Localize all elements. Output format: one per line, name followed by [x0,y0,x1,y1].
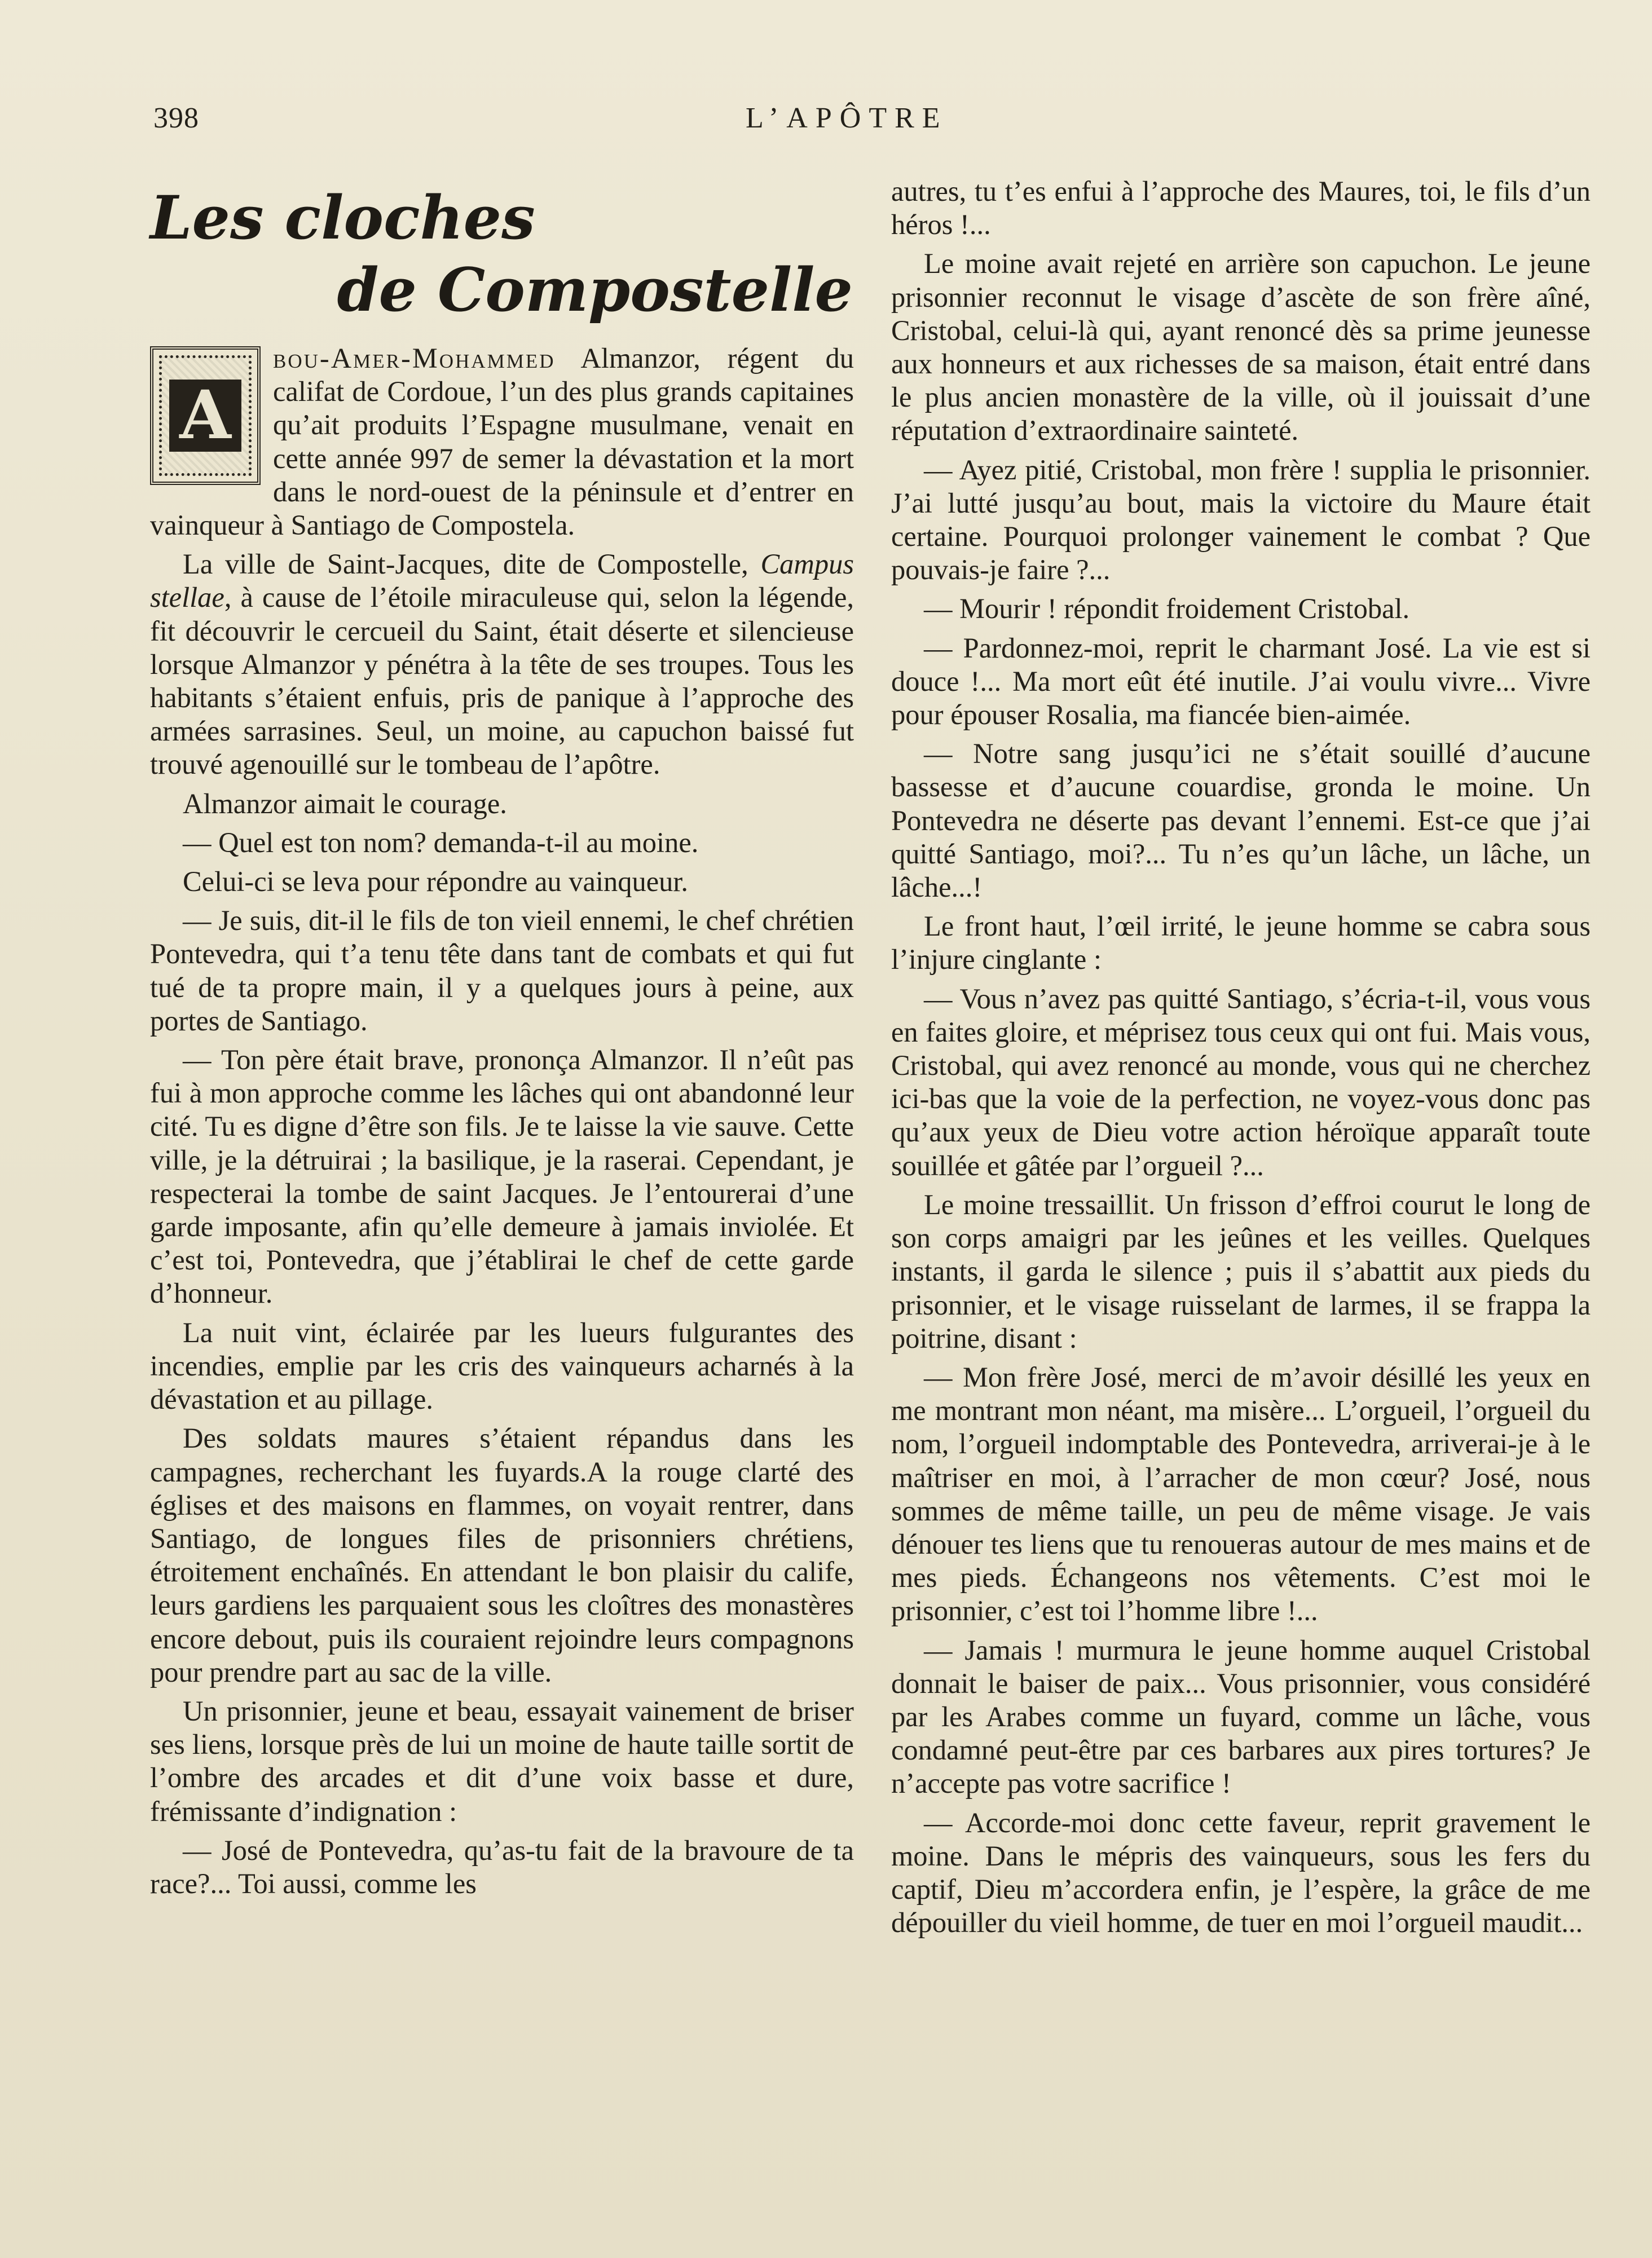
paragraph: — Accorde-moi donc cette faveur, reprit gravement le moine. Dans le mépris des vainqueurs, sous les fers du captif, Dieu m’accordera enfin, je l’espère, la grâce de me dépouiller du vieil homme, de tuer en moi l’orgueil maudit... [891,1806,1591,1939]
paragraph: — Notre sang jusqu’ici ne s’était souillé d’aucune bassesse et d’aucune couardise, gronda le moine. Un Pontevedra ne déserte pas devant l’ennemi. Est-ce que j’ai quitté Santiago, moi?... Tu n’es qu’un lâche, un lâche, un lâche...! [891,738,1591,903]
paragraph: — Je suis, dit-il le fils de ton vieil ennemi, le chef chrétien Pontevedra, qui t’a tenu tête dans tant de combats et qui fut tué de ta propre main, il y a quelques jours à peine, aux portes de Santiago. [150,905,854,1037]
left-column [150,175,854,1906]
page-number: 398 [153,102,199,134]
paragraph: Almanzor aimait le courage. [183,787,507,819]
opening-name: bou-Amer-Mohammed [273,342,556,374]
paragraph: — Jamais ! murmura le jeune homme auquel Cristobal donnait le baiser de paix... Vous prisonnier, vous considéré par les Arabes comme un fuyard, comme un lâche, vous condamné peut-être par ces barbares aux pires tortures? Je n’accepte pas votre sacrifice ! [891,1634,1591,1800]
paragraph-compostelle [150,548,854,781]
paragraph-text: , à cause de l’étoile miraculeuse qui, selon la légende, fit découvrir le cercueil du Saint, était déserte et silencieuse lorsque Almanzor y pénétra à la tête de ses troupes. Tous les habitants s’étaient enfuis, pris de panique à l’approche des armées sarrasines. Seul, un moine, au capuchon baissé fut trouvé agenouillé sur le tombeau de l’apôtre. [150,581,854,780]
running-header [153,102,1592,152]
title-line-1: Les cloches [150,182,535,253]
paragraph: — Pardonnez-moi, reprit le charmant José. La vie est si douce !... Ma mort eût été inutile. J’ai voulu vivre... Vivre pour épouser Rosalia, ma fiancée bien-aimée. [891,632,1591,731]
right-column [891,175,1591,1945]
paragraph: Des soldats maures s’étaient répandus dans les campagnes, recherchant les fuyards.A la rouge clarté des églises et des maisons en flammes, on voyait rentrer, dans Santiago, de longues files de prisonniers chrétiens, étroitement enchaînés. En attendant le bon plaisir du calife, leurs gardiens les parquaient sous les cloîtres des monastères encore debout, puis ils couraient rejoindre leurs compagnons pour prendre part au sac de la ville. [150,1422,854,1688]
paragraph: — Ton père était brave, prononça Almanzor. Il n’eût pas fui à mon approche comme les lâches qui ont abandonné leur cité. Tu es digne d’être son fils. Je te laisse la vie sauve. Cette ville, je la détruirai ; la basilique, je la raserai. Cependant, je respecterai la tombe de saint Jacques. Je l’entourerai d’une garde imposante, afin qu’elle demeure à jamais inviolée. Et c’est toi, Pontevedra, que j’établirai le chef de cette garde d’honneur. [150,1044,854,1309]
paragraph: Le moine tressaillit. Un frisson d’effroi courut le long de son corps amaigri par les jeûnes et les veilles. Quelques instants, il garda le silence ; puis il s’abattit aux pieds du prisonnier, et le visage ruisselant de larmes, il se frappa la poitrine, disant : [891,1188,1591,1354]
paragraph: — Mourir ! répondit froidement Cristobal. [924,593,1410,625]
paragraph: Le moine avait rejeté en arrière son capuchon. Le jeune prisonnier reconnut le visage d’ascète de son frère aîné, Cristobal, celui-là qui, ayant renoncé dès sa prime jeunesse aux honneurs et aux richesses de sa maison, était entré dans le plus ancien monastère de la ville, où il jouissait d’une réputation d’extraordinaire sainteté. [891,248,1591,447]
opening-paragraph [150,342,854,542]
latin-phrase: Campus stellae [150,548,854,614]
paragraph: — Mon frère José, merci de m’avoir désillé les yeux en me montrant mon néant, ma misère... L’orgueil, l’orgueil du nom, l’orgueil indomptable des Pontevedra, arriverai-je à le maîtriser en moi, à l’arracher de mon cœur? José, nous sommes de même taille, un peu de même visage. Je vais dénouer tes liens que tu renoueras autour de mes mains et de mes pieds. Échangeons nos vêtements. C’est moi le prisonnier, c’est toi l’homme libre !... [891,1361,1591,1627]
dropcap-letter: A [169,380,241,452]
paragraph: — José de Pontevedra, qu’as-tu fait de la bravoure de ta race?... Toi aussi, comme les [150,1834,854,1899]
paragraph: Celui-ci se leva pour répondre au vainqueur. [183,866,689,898]
paragraph: Le front haut, l’œil irrité, le jeune homme se cabra sous l’injure cinglante : [891,910,1591,976]
journal-name: L’APÔTRE [746,102,948,134]
article-title [150,182,854,326]
paragraph: — Ayez pitié, Cristobal, mon frère ! supplia le prisonnier. J’ai lutté jusqu’au bout, mais la victoire du Maure était certaine. Pourquoi prolonger vainement le combat ? Que pouvais-je faire ?... [891,453,1591,586]
opening-text: Almanzor, régent du califat de Cordoue, l’un des plus grands capitaines qu’ait produits l’Espagne musulmane, venait en cette année 997 de semer la dévastation et la mort dans le nord-ouest de la péninsule et d’entrer en vainqueur à Santiago de Compostela. [150,342,854,541]
paragraph: La nuit vint, éclairée par les lueurs fulgurantes des incendies, emplie par les cris des vainqueurs acharnés à la dévastation et au pillage. [150,1316,854,1415]
title-line-2: de Compostelle [337,254,853,325]
paragraph-text: La ville de Saint-Jacques, dite de Compostelle, [183,548,761,580]
paragraph: — Vous n’avez pas quitté Santiago, s’écria-t-il, vous vous en faites gloire, et méprisez tous ceux qui ont fui. Mais vous, Cristobal, qui avez renoncé au monde, vous qui ne cherchez ici-bas que la voie de la perfection, ne voyez-vous donc pas qu’aux yeux de Dieu votre action héroïque apparaît toute souillée et gâtée par l’orgueil ?... [891,982,1591,1181]
ornate-dropcap [150,346,261,485]
paragraph: — Quel est ton nom? demanda-t-il au moine. [183,826,699,858]
paragraph-continuation: autres, tu t’es enfui à l’approche des Maures, toi, le fils d’un héros !... [891,175,1591,241]
paragraph: Un prisonnier, jeune et beau, essayait vainement de briser ses liens, lorsque près de lui un moine de haute taille sortit de l’ombre des arcades et dit d’une voix basse et dure, frémissante d’indignation : [150,1695,854,1827]
dropcap-frame [159,355,252,476]
